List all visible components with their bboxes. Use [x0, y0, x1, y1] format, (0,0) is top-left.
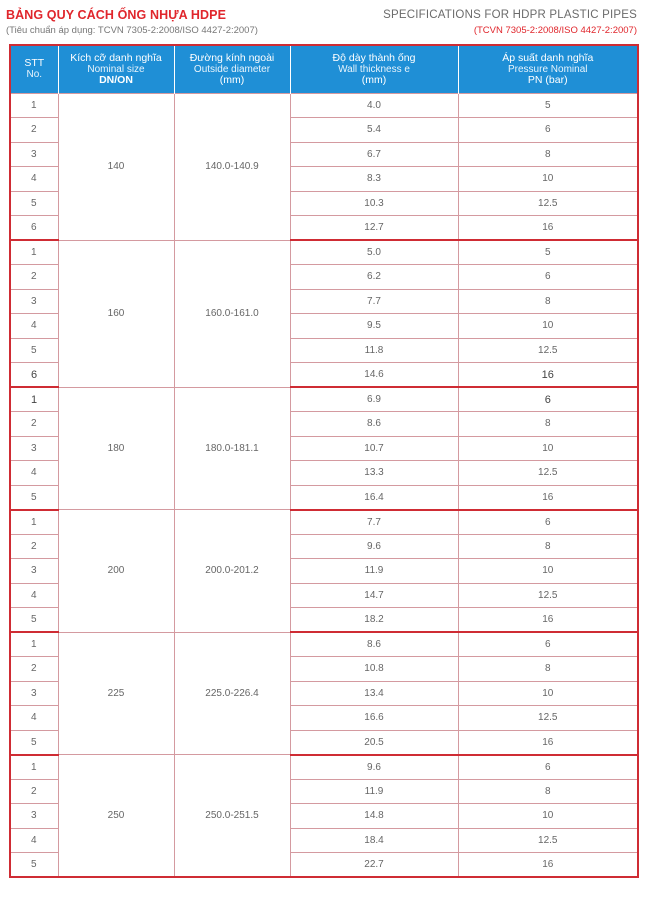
- wall-thickness-cell: 10.7: [290, 436, 458, 461]
- pressure-cell: 6: [458, 265, 638, 290]
- wall-thickness-cell: 10.3: [290, 191, 458, 216]
- pressure-cell: 10: [458, 436, 638, 461]
- wall-thickness-cell: 18.4: [290, 828, 458, 853]
- nominal-size-cell: 180: [58, 387, 174, 510]
- col-header-outside: [174, 45, 290, 93]
- row-number: 3: [10, 142, 58, 167]
- row-number: 1: [10, 240, 58, 265]
- pressure-cell: 8: [458, 289, 638, 314]
- wall-thickness-cell: 11.8: [290, 338, 458, 363]
- col-header-outside-vi: Đường kính ngoài: [189, 51, 275, 64]
- outside-diameter-cell: 180.0-181.1: [174, 387, 290, 510]
- pressure-cell: 16: [458, 730, 638, 755]
- row-number: 5: [10, 730, 58, 755]
- pressure-cell: 10: [458, 681, 638, 706]
- row-number: 3: [10, 681, 58, 706]
- pressure-cell: 8: [458, 412, 638, 437]
- row-number: 2: [10, 779, 58, 804]
- col-header-stt-vi: STT: [24, 57, 45, 70]
- row-number: 1: [10, 632, 58, 657]
- row-number: 1: [10, 387, 58, 412]
- row-number: 5: [10, 191, 58, 216]
- wall-thickness-cell: 20.5: [290, 730, 458, 755]
- wall-thickness-cell: 14.7: [290, 583, 458, 608]
- wall-thickness-cell: 22.7: [290, 853, 458, 878]
- wall-thickness-cell: 6.7: [290, 142, 458, 167]
- table-row: [10, 93, 638, 118]
- pressure-cell: 10: [458, 314, 638, 339]
- outside-diameter-cell: 225.0-226.4: [174, 632, 290, 755]
- col-header-wall-vi: Độ dày thành ống: [332, 51, 416, 64]
- col-header-nominal: [58, 45, 174, 93]
- pressure-cell: 16: [458, 608, 638, 633]
- row-number: 6: [10, 363, 58, 388]
- table-row: [10, 755, 638, 780]
- row-number: 4: [10, 314, 58, 339]
- wall-thickness-cell: 7.7: [290, 510, 458, 535]
- wall-thickness-cell: 4.0: [290, 93, 458, 118]
- row-number: 2: [10, 265, 58, 290]
- wall-thickness-cell: 18.2: [290, 608, 458, 633]
- col-header-outside-en: Outside diameter: [193, 63, 271, 75]
- outside-diameter-cell: 140.0-140.9: [174, 93, 290, 240]
- wall-thickness-cell: 5.4: [290, 118, 458, 143]
- col-header-pressure-unit: PN (bar): [527, 73, 568, 86]
- pressure-cell: 10: [458, 804, 638, 829]
- row-number: 5: [10, 338, 58, 363]
- standard-vi: (Tiêu chuẩn áp dụng: TCVN 7305-2:2008/ISO 4427-2:2007): [6, 25, 258, 36]
- wall-thickness-cell: 8.6: [290, 412, 458, 437]
- wall-thickness-cell: 13.4: [290, 681, 458, 706]
- pressure-cell: 6: [458, 118, 638, 143]
- nominal-size-cell: 200: [58, 510, 174, 633]
- pressure-cell: 6: [458, 387, 638, 412]
- row-number: 3: [10, 559, 58, 584]
- row-number: 1: [10, 510, 58, 535]
- pressure-cell: 16: [458, 216, 638, 241]
- table-header-row: [10, 45, 638, 93]
- pressure-cell: 12.5: [458, 338, 638, 363]
- pressure-cell: 8: [458, 534, 638, 559]
- wall-thickness-cell: 7.7: [290, 289, 458, 314]
- pressure-cell: 12.5: [458, 706, 638, 731]
- table-row: [10, 387, 638, 412]
- wall-thickness-cell: 16.4: [290, 485, 458, 510]
- row-number: 3: [10, 804, 58, 829]
- pressure-cell: 6: [458, 632, 638, 657]
- row-number: 4: [10, 167, 58, 192]
- row-number: 4: [10, 706, 58, 731]
- nominal-size-cell: 140: [58, 93, 174, 240]
- nominal-size-cell: 160: [58, 240, 174, 387]
- outside-diameter-cell: 250.0-251.5: [174, 755, 290, 878]
- table-row: [10, 510, 638, 535]
- col-header-nominal-vi: Kích cỡ danh nghĩa: [70, 51, 162, 64]
- col-header-stt-en: No.: [26, 69, 43, 81]
- wall-thickness-cell: 14.6: [290, 363, 458, 388]
- wall-thickness-cell: 9.6: [290, 755, 458, 780]
- col-header-pressure: [458, 45, 638, 93]
- col-header-wall-en: Wall thickness e: [338, 63, 410, 75]
- wall-thickness-cell: 8.6: [290, 632, 458, 657]
- row-number: 4: [10, 461, 58, 486]
- wall-thickness-cell: 11.9: [290, 559, 458, 584]
- row-number: 4: [10, 828, 58, 853]
- wall-thickness-cell: 9.6: [290, 534, 458, 559]
- pressure-cell: 6: [458, 510, 638, 535]
- row-number: 2: [10, 657, 58, 682]
- row-number: 5: [10, 853, 58, 878]
- wall-thickness-cell: 6.9: [290, 387, 458, 412]
- col-header-nominal-unit: DN/ON: [99, 73, 133, 86]
- wall-thickness-cell: 10.8: [290, 657, 458, 682]
- page-title-vi: BẢNG QUY CÁCH ỐNG NHỰA HDPE: [6, 8, 227, 22]
- pressure-cell: 12.5: [458, 461, 638, 486]
- wall-thickness-cell: 13.3: [290, 461, 458, 486]
- col-header-pressure-en: Pressure Nominal: [508, 63, 588, 75]
- pressure-cell: 6: [458, 755, 638, 780]
- standard-en: (TCVN 7305-2:2008/ISO 4427-2:2007): [473, 25, 637, 36]
- wall-thickness-cell: 6.2: [290, 265, 458, 290]
- col-header-pressure-vi: Áp suất danh nghĩa: [502, 51, 594, 64]
- row-number: 1: [10, 755, 58, 780]
- nominal-size-cell: 250: [58, 755, 174, 878]
- pressure-cell: 8: [458, 779, 638, 804]
- row-number: 6: [10, 216, 58, 241]
- row-number: 2: [10, 412, 58, 437]
- pressure-cell: 10: [458, 559, 638, 584]
- pressure-cell: 12.5: [458, 191, 638, 216]
- wall-thickness-cell: 12.7: [290, 216, 458, 241]
- row-number: 2: [10, 118, 58, 143]
- wall-thickness-cell: 14.8: [290, 804, 458, 829]
- wall-thickness-cell: 8.3: [290, 167, 458, 192]
- wall-thickness-cell: 11.9: [290, 779, 458, 804]
- row-number: 1: [10, 93, 58, 118]
- col-header-stt: [10, 45, 58, 93]
- pressure-cell: 12.5: [458, 583, 638, 608]
- table-row: [10, 632, 638, 657]
- col-header-wall: [290, 45, 458, 93]
- wall-thickness-cell: 9.5: [290, 314, 458, 339]
- pressure-cell: 16: [458, 363, 638, 388]
- row-number: 3: [10, 436, 58, 461]
- row-number: 2: [10, 534, 58, 559]
- table-body: [10, 93, 638, 877]
- wall-thickness-cell: 16.6: [290, 706, 458, 731]
- pressure-cell: 5: [458, 240, 638, 265]
- page-title-en: SPECIFICATIONS FOR HDPR PLASTIC PIPES: [383, 9, 637, 21]
- wall-thickness-cell: 5.0: [290, 240, 458, 265]
- pressure-cell: 8: [458, 657, 638, 682]
- row-number: 5: [10, 608, 58, 633]
- spec-table: [9, 44, 639, 878]
- row-number: 3: [10, 289, 58, 314]
- table-row: [10, 240, 638, 265]
- nominal-size-cell: 225: [58, 632, 174, 755]
- pressure-cell: 12.5: [458, 828, 638, 853]
- outside-diameter-cell: 200.0-201.2: [174, 510, 290, 633]
- pressure-cell: 16: [458, 485, 638, 510]
- col-header-wall-unit: (mm): [361, 73, 387, 86]
- header-right: [383, 9, 637, 36]
- row-number: 4: [10, 583, 58, 608]
- pressure-cell: 10: [458, 167, 638, 192]
- col-header-nominal-en: Nominal size: [87, 63, 145, 75]
- outside-diameter-cell: 160.0-161.0: [174, 240, 290, 387]
- col-header-outside-unit: (mm): [219, 73, 245, 86]
- pressure-cell: 8: [458, 142, 638, 167]
- header-left: [6, 8, 258, 36]
- pressure-cell: 16: [458, 853, 638, 878]
- pressure-cell: 5: [458, 93, 638, 118]
- row-number: 5: [10, 485, 58, 510]
